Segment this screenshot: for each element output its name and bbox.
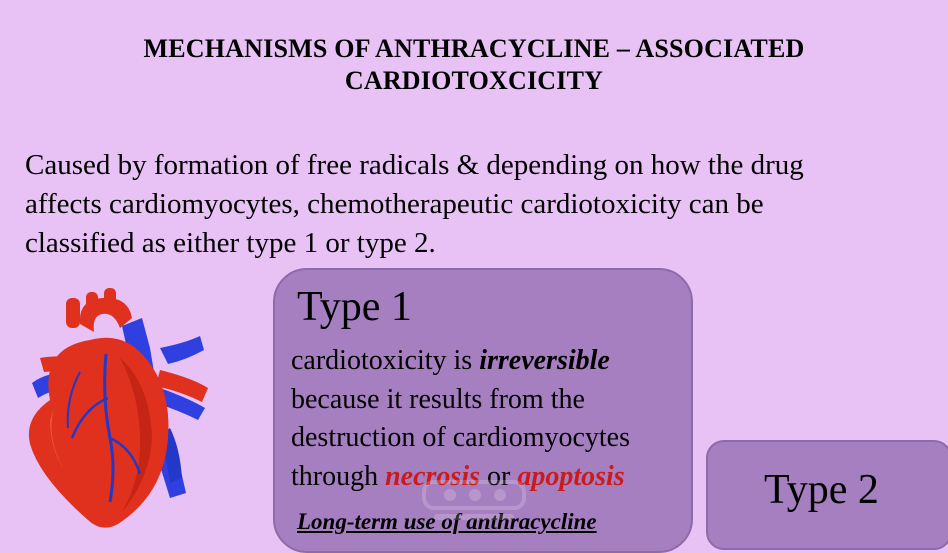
intro-line-1: Caused by formation of free radicals & depending on how the drug <box>25 149 804 181</box>
type-1-line-3: destruction of cardiomyocytes <box>291 422 631 453</box>
type-1-line-4-mid: or <box>480 460 518 492</box>
intro-line-2: affects cardiomyocytes, chemotherapeutic cardiotoxicity can be <box>25 188 764 220</box>
apoptosis-term: apoptosis <box>517 460 625 492</box>
type-2-title: Type 2 <box>764 467 879 513</box>
type-1-line-4 <box>291 458 686 497</box>
slide-title <box>30 33 918 97</box>
slide-title-line-2: CARDIOTOXCICITY <box>344 66 604 95</box>
type-2-card <box>706 440 948 550</box>
necrosis-term: necrosis <box>385 460 481 492</box>
type-1-line-4-prefix: through <box>291 460 386 492</box>
type-1-card <box>273 268 693 553</box>
anatomical-heart-icon <box>10 288 230 533</box>
intro-paragraph <box>25 146 925 263</box>
long-term-use-note: Long-term use of anthracycline <box>297 509 597 534</box>
type-1-line-1 <box>291 342 686 381</box>
slide-title-line-1: MECHANISMS OF ANTHRACYCLINE – ASSOCIATED <box>143 34 805 63</box>
type-1-title: Type 1 <box>297 284 412 330</box>
type-1-line-2: because it results from the <box>291 383 585 415</box>
irreversible-emphasis: irreversible <box>479 345 610 376</box>
intro-line-3: classified as either type 1 or type 2. <box>25 227 436 259</box>
type-1-description <box>291 342 686 496</box>
type-1-line-1-prefix: cardiotoxicity is <box>291 345 480 376</box>
